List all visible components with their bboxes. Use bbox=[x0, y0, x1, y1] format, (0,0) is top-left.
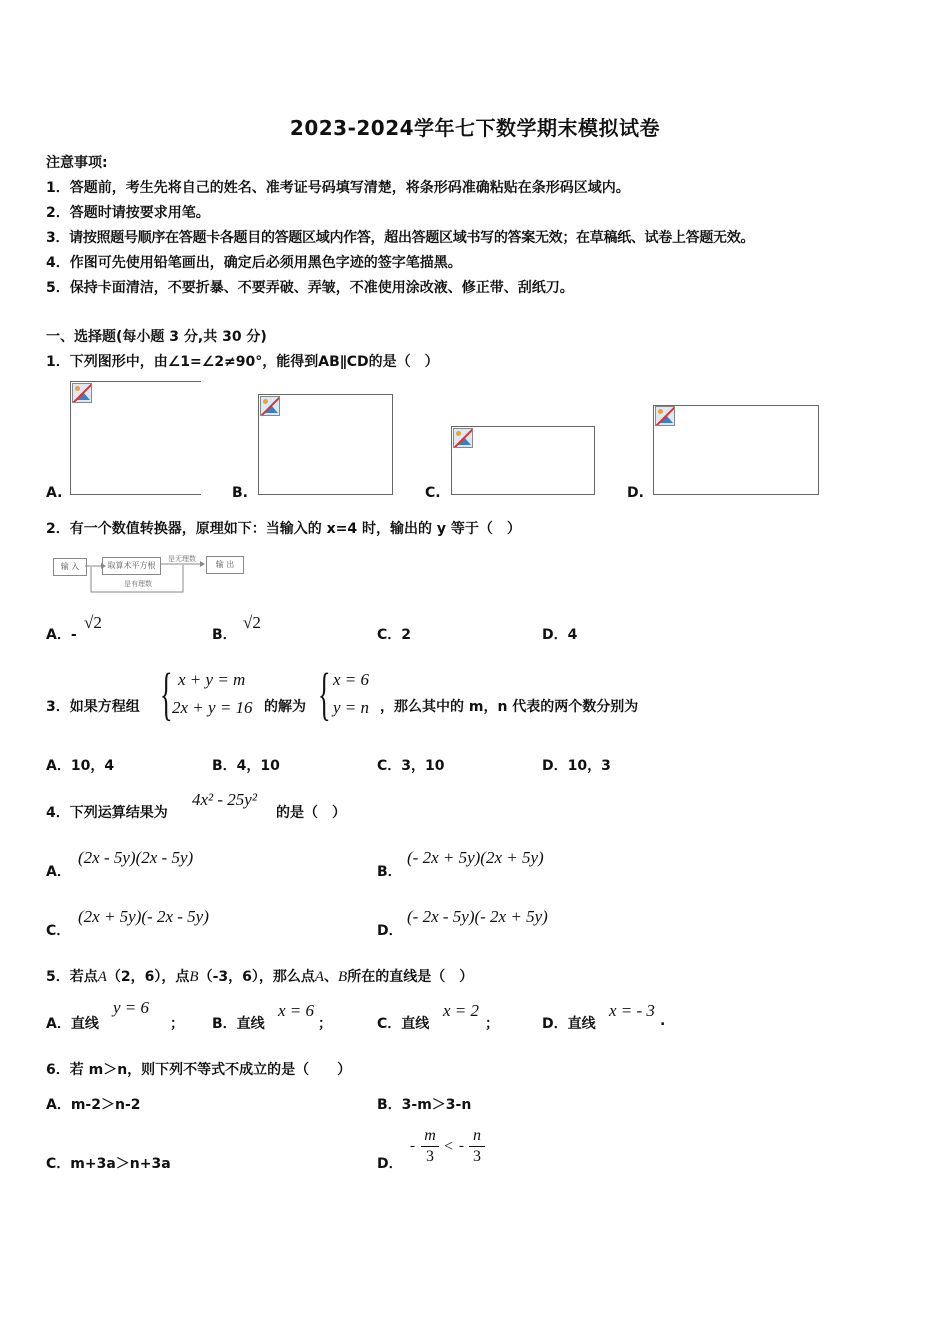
broken-image-icon bbox=[655, 406, 675, 426]
q5-stem-part: 、 bbox=[324, 969, 339, 985]
q5-label-a: A．直线 bbox=[46, 1016, 99, 1032]
q4-option-d: (- 2x - 5y)(- 2x + 5y) bbox=[407, 907, 548, 926]
q5-sep-a: ； bbox=[170, 1016, 184, 1032]
q1-stem: 1．下列图形中，由∠1=∠2≠90°，能得到AB∥CD的是（ ） bbox=[46, 354, 439, 370]
broken-image-icon bbox=[72, 383, 92, 403]
notice-item-5: 5．保持卡面清洁，不要折暴、不要弄破、弄皱，不准使用涂改液、修正带、刮纸刀。 bbox=[46, 280, 574, 296]
q3-option-a: A．10，4 bbox=[46, 758, 115, 774]
fraction-bar bbox=[469, 1146, 485, 1147]
q1-label-d: D. bbox=[627, 485, 644, 501]
q5-option-b: x = 6 bbox=[278, 1001, 315, 1020]
q5-stem-part: 所在的直线是（ ） bbox=[347, 969, 474, 985]
q5-point-b: B bbox=[189, 969, 199, 985]
notice-item-3: 3．请按照题号顺序在答题卡各题目的答题区域内作答，超出答题区域书写的答案无效；在草稿纸、试卷上答题无效。 bbox=[46, 230, 755, 246]
q6-stem: 6．若 m＞n，则下列不等式不成立的是（ ） bbox=[46, 1062, 352, 1078]
flow-irrational-label: 是无理数 bbox=[168, 555, 196, 563]
q3-brace-1: { bbox=[160, 661, 173, 726]
q6-option-d-label: D． bbox=[377, 1156, 403, 1172]
q6-d-neg-1: - bbox=[410, 1138, 415, 1154]
q4-expression: 4x² - 25y² bbox=[192, 790, 257, 809]
q4-option-c: (2x + 5y)(- 2x - 5y) bbox=[78, 907, 209, 926]
q4-prefix: 4．下列运算结果为 bbox=[46, 805, 168, 821]
q4-suffix: 的是（ ） bbox=[276, 805, 346, 821]
q6-d-denominator-1: 3 bbox=[426, 1148, 434, 1165]
q3-suffix: ，那么其中的 m，n 代表的两个数分别为 bbox=[380, 699, 639, 715]
q2-option-a: A．- bbox=[46, 627, 77, 643]
flow-rational-label: 是有理数 bbox=[124, 580, 152, 588]
flow-output-box: 输 出 bbox=[206, 556, 244, 574]
q4-label-a: A． bbox=[46, 864, 71, 880]
q4-label-b: B． bbox=[377, 864, 402, 880]
q5-point-a: A bbox=[97, 969, 107, 985]
q2-option-a-math: √2 bbox=[84, 613, 102, 632]
q1-label-c: C. bbox=[425, 485, 441, 501]
q6-d-numerator-2: n bbox=[473, 1127, 481, 1144]
q5-option-a: y = 6 bbox=[113, 998, 150, 1017]
q5-option-d: x = - 3 bbox=[609, 1001, 655, 1020]
notice-item-4: 4．作图可先使用铅笔画出，确定后必须用黑色字迹的签字笔描黑。 bbox=[46, 255, 462, 271]
broken-image-icon bbox=[453, 428, 473, 448]
q2-option-c: C．2 bbox=[377, 627, 412, 643]
q4-label-d: D． bbox=[377, 923, 403, 939]
q5-sep-b: ； bbox=[318, 1016, 332, 1032]
q6-option-b: B．3-m＞3-n bbox=[377, 1097, 472, 1113]
q3-option-d: D．10，3 bbox=[542, 758, 611, 774]
q3-system1-eq2: 2x + y = 16 bbox=[172, 698, 253, 717]
q4-option-b: (- 2x + 5y)(2x + 5y) bbox=[407, 848, 544, 867]
q5-point-b: B bbox=[338, 969, 348, 985]
q2-option-d: D．4 bbox=[542, 627, 578, 643]
flow-sqrt-box: 取算术平方根 bbox=[102, 557, 161, 575]
q5-label-b: B．直线 bbox=[212, 1016, 265, 1032]
q6-d-fraction-2 bbox=[469, 1127, 485, 1166]
q3-option-b: B．4，10 bbox=[212, 758, 280, 774]
notice-heading: 注意事项: bbox=[46, 155, 108, 171]
broken-image-icon bbox=[260, 396, 280, 416]
q3-system2-eq1: x = 6 bbox=[333, 670, 370, 689]
q4-label-c: C． bbox=[46, 923, 71, 939]
q3-middle: 的解为 bbox=[264, 699, 306, 715]
q6-d-neg-2: - bbox=[459, 1138, 464, 1154]
q1-label-b: B. bbox=[232, 485, 248, 501]
q2-stem: 2．有一个数值转换器，原理如下：当输入的 x=4 时，输出的 y 等于（ ） bbox=[46, 521, 521, 537]
q3-option-c: C．3，10 bbox=[377, 758, 445, 774]
q6-d-denominator-2: 3 bbox=[473, 1148, 481, 1165]
q5-sep-d: . bbox=[660, 1013, 666, 1029]
q2-option-b: B． bbox=[212, 627, 237, 643]
q5-stem bbox=[46, 966, 473, 986]
q1-label-a: A. bbox=[46, 485, 63, 501]
q4-option-a: (2x - 5y)(2x - 5y) bbox=[78, 848, 194, 867]
q6-d-numerator-1: m bbox=[424, 1127, 436, 1144]
q5-point-a: A bbox=[314, 969, 325, 985]
flow-input-box: 输 入 bbox=[53, 558, 87, 576]
flow-arrows bbox=[50, 550, 250, 596]
q2-option-b-math: √2 bbox=[243, 613, 261, 632]
q6-d-fraction-1 bbox=[421, 1127, 439, 1166]
q6-option-a: A．m-2＞n-2 bbox=[46, 1097, 141, 1113]
q5-stem-part: （2，6），点 bbox=[106, 969, 190, 985]
q6-d-relation: < bbox=[444, 1138, 454, 1155]
q6-option-c: C．m+3a＞n+3a bbox=[46, 1156, 171, 1172]
q3-system1-eq1: x + y = m bbox=[178, 670, 246, 689]
q5-label-c: C．直线 bbox=[377, 1016, 430, 1032]
notice-item-2: 2．答题时请按要求用笔。 bbox=[46, 205, 210, 221]
notice-item-1: 1．答题前，考生先将自己的姓名、准考证号码填写清楚，将条形码准确粘贴在条形码区域内。 bbox=[46, 180, 630, 196]
q5-option-c: x = 2 bbox=[443, 1001, 480, 1020]
q5-stem-part: （-3，6），那么点 bbox=[198, 969, 315, 985]
q3-prefix: 3．如果方程组 bbox=[46, 699, 140, 715]
q5-sep-c: ； bbox=[485, 1016, 499, 1032]
q5-label-d: D．直线 bbox=[542, 1016, 596, 1032]
fraction-bar bbox=[421, 1146, 439, 1147]
page-title: 2023-2024学年七下数学期末模拟试卷 bbox=[289, 116, 661, 140]
q1-figure-d bbox=[653, 405, 819, 495]
section-heading: 一、选择题(每小题 3 分,共 30 分) bbox=[46, 329, 267, 345]
q3-brace-2: { bbox=[318, 661, 331, 726]
q5-stem-part: 5．若点 bbox=[46, 969, 98, 985]
q3-system2-eq2: y = n bbox=[333, 698, 370, 717]
